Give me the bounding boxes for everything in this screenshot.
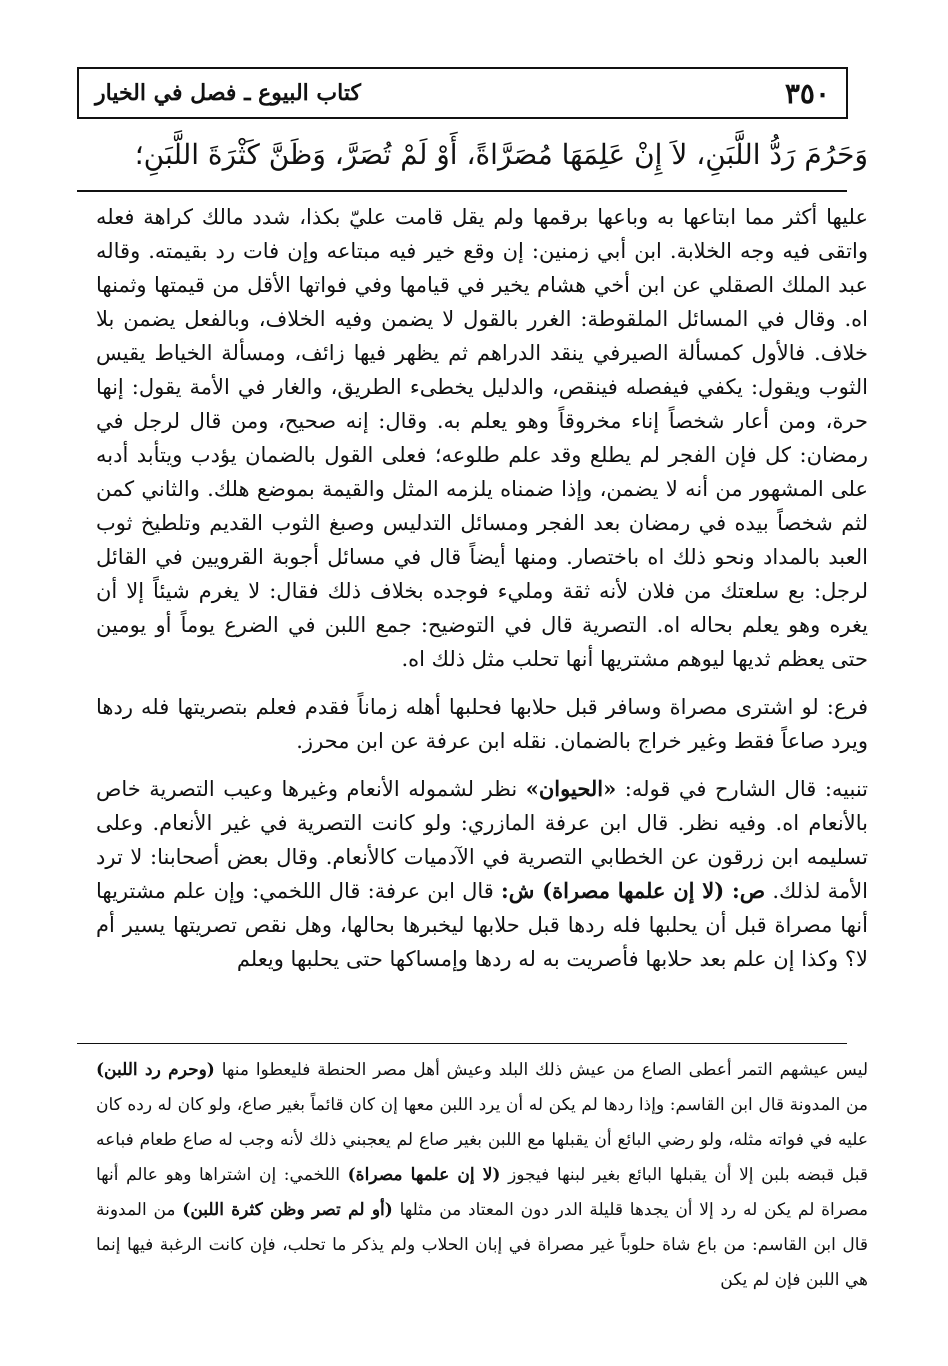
tanbih-text: نظر لشموله الأنعام وغيرها وعيب التصرية خاص بالأنعام اه. وفيه نظر. قال ابن عرفة المازري: ولو كانت التصرية في غير الأنعام. وعلى تسليمه ابن زرقون عن الخطابي التصرية في الآدميات كالأنعام. وقال بعض أصحابنا: لا ترد الأمة لذلك. <box>96 777 869 903</box>
page-header <box>77 67 848 119</box>
tanbih-intro: تنبيه: قال الشارح في قوله: <box>616 777 869 801</box>
footnote-segment: من المدونة قال ابن القاسم: من باع شاة حلوباً غير مصراة في إبان الحلاب ولم يذكر ما تحلب، فإن كانت الرغبة فيها إنما هي اللبن فإن لم يكن <box>96 1200 868 1290</box>
footnote-segment: اللخمي: إن اشتراها وهو عالم أنها مصراة لم يكن له رد إلا أن يجدها قليلة الدر دون المعتاد من مثلها <box>96 1165 868 1220</box>
commentary-paragraph-3 <box>96 772 868 976</box>
matn-line: وَحَرُمَ رَدُّ اللَّبَنِ، لاَ إِنْ عَلِمَهَا مُصَرَّاةً، أَوْ لَمْ تُصَرَّ، وَظَنَّ كَثْرَةَ اللَّبَنِ؛ <box>134 138 868 171</box>
commentary-paragraph-1: عليها أكثر مما ابتاعها به وباعها برقمها ولم يقل قامت عليّ بكذا، شدد مالك كراهة فعله واتقى فيه وجه الخلابة. ابن أبي زمنين: إن وقع خير فيه مبتاعه وإن فات رد بقيمته. وقاله عبد الملك الصقلي عن ابن أخي هشام يخير في قيامها وفي فواتها الأقل من قيمتها وثمنها اه. وقال في المسائل الملقوطة: الغرر بالقول لا يضمن وفيه الخلاف، وبالفعل يضمن بلا خلاف. فالأول كمسألة الصيرفي ينقد الدراهم ثم يظهر فيها زائف، ومسألة الخياط يقيس الثوب ويقول: يكفي فيفصله فينقص، والدليل يخطىء الطريق، والغار في الأمة يقول: إنها حرة، ومن أعار شخصاً إناء مخروقاً وهو يعلم به. وقال: إنه صحيح، ومن قال لرجل في رمضان: كل فإن الفجر لم يطلع وقد علم طلوعه؛ فعلى القول بالضمان يؤدب ويتأبد أدبه على المشهور من أنه لا يضمن، وإذا ضمناه يلزمه المثل والقيمة بموضع هلك. والثاني كمن لثم شخصاً بيده في رمضان بعد الفجر ومسائل التدليس وصبغ الثوب القديم وتلطيخ ثوب العبد بالمداد ونحو ذلك اه باختصار. ومنها أيضاً قال في مسائل أجوبة القرويين في القائل لرجل: بع سلعتك من فلان لأنه ثقة ومليء فوجده بخلاف ذلك فقال: لا يغرم شيئاً إلا أن يغره وهو يعلم بحاله اه. التصرية قال في التوضيح: جمع اللبن في الضرع يوماً أو يومين حتى يعظم ثديها ليوهم مشتريها أنها تحلب مثل ذلك اه. <box>96 205 868 671</box>
tanbih-continuation: قال ابن عرفة: قال اللخمي: وإن علم مشتريها أنها مصراة قبل أن يحلبها فله ردها قبل حلابها ليخبرها بحالها، وهل نقص تصريتها يسير أم لا؟ وكذا إن علم بعد حلابها فأصريت به له ردها وإمساكها حتى يحلبها ويعلم <box>96 879 868 971</box>
footnote-citation: (لا إن علمها مصراة) <box>347 1165 501 1185</box>
commentary-paragraph-2: فرع: لو اشترى مصراة وسافر قبل حلابها فحلبها أهله زماناً فقدم فعلم بتصريتها فله ردها ويرد صاعاً فقط وغير خراج بالضمان. نقله ابن عرفة عن ابن محرز. <box>96 695 868 753</box>
footnote-divider <box>77 1043 847 1044</box>
quoted-term: «الحيوان» <box>525 776 617 801</box>
footnote-citation: (وحرم رد اللبن) <box>96 1060 215 1080</box>
footnote-segment: ليس عيشهم التمر أعطى الصاع من عيش ذلك البلد وعيش أهل مصر الحنطة فليعطوا منها <box>214 1060 868 1080</box>
footnote-paragraph <box>96 1053 868 1298</box>
running-title: كتاب البيوع ـ فصل في الخيار <box>95 80 361 106</box>
commentary-text <box>96 200 868 976</box>
footnote-segment: من المدونة قال ابن القاسم: وإذا ردها لم يكن له أن يرد اللبن معها إن كان قائماً بغير صاع، ولو كان له رده كان عليه في فواته مثله، ولو رضي البائع أن يقبلها مع اللبن بغير صاع لم يعجبني ذلك لأنه وجب له صاع طعام فباعه قبل قبضه بلبن إلا أن يقبلها البائع بغير لبنها فيجوز <box>96 1095 869 1185</box>
footnote-citation: (أو لم تصر وظن كثرة اللبن) <box>182 1200 393 1220</box>
matn-divider <box>77 190 847 192</box>
footnote-text <box>96 1053 868 1298</box>
page-number: ٣٥٠ <box>784 76 830 110</box>
matn-citation: ص: (لا إن علمها مصراة) ش: <box>500 878 766 903</box>
